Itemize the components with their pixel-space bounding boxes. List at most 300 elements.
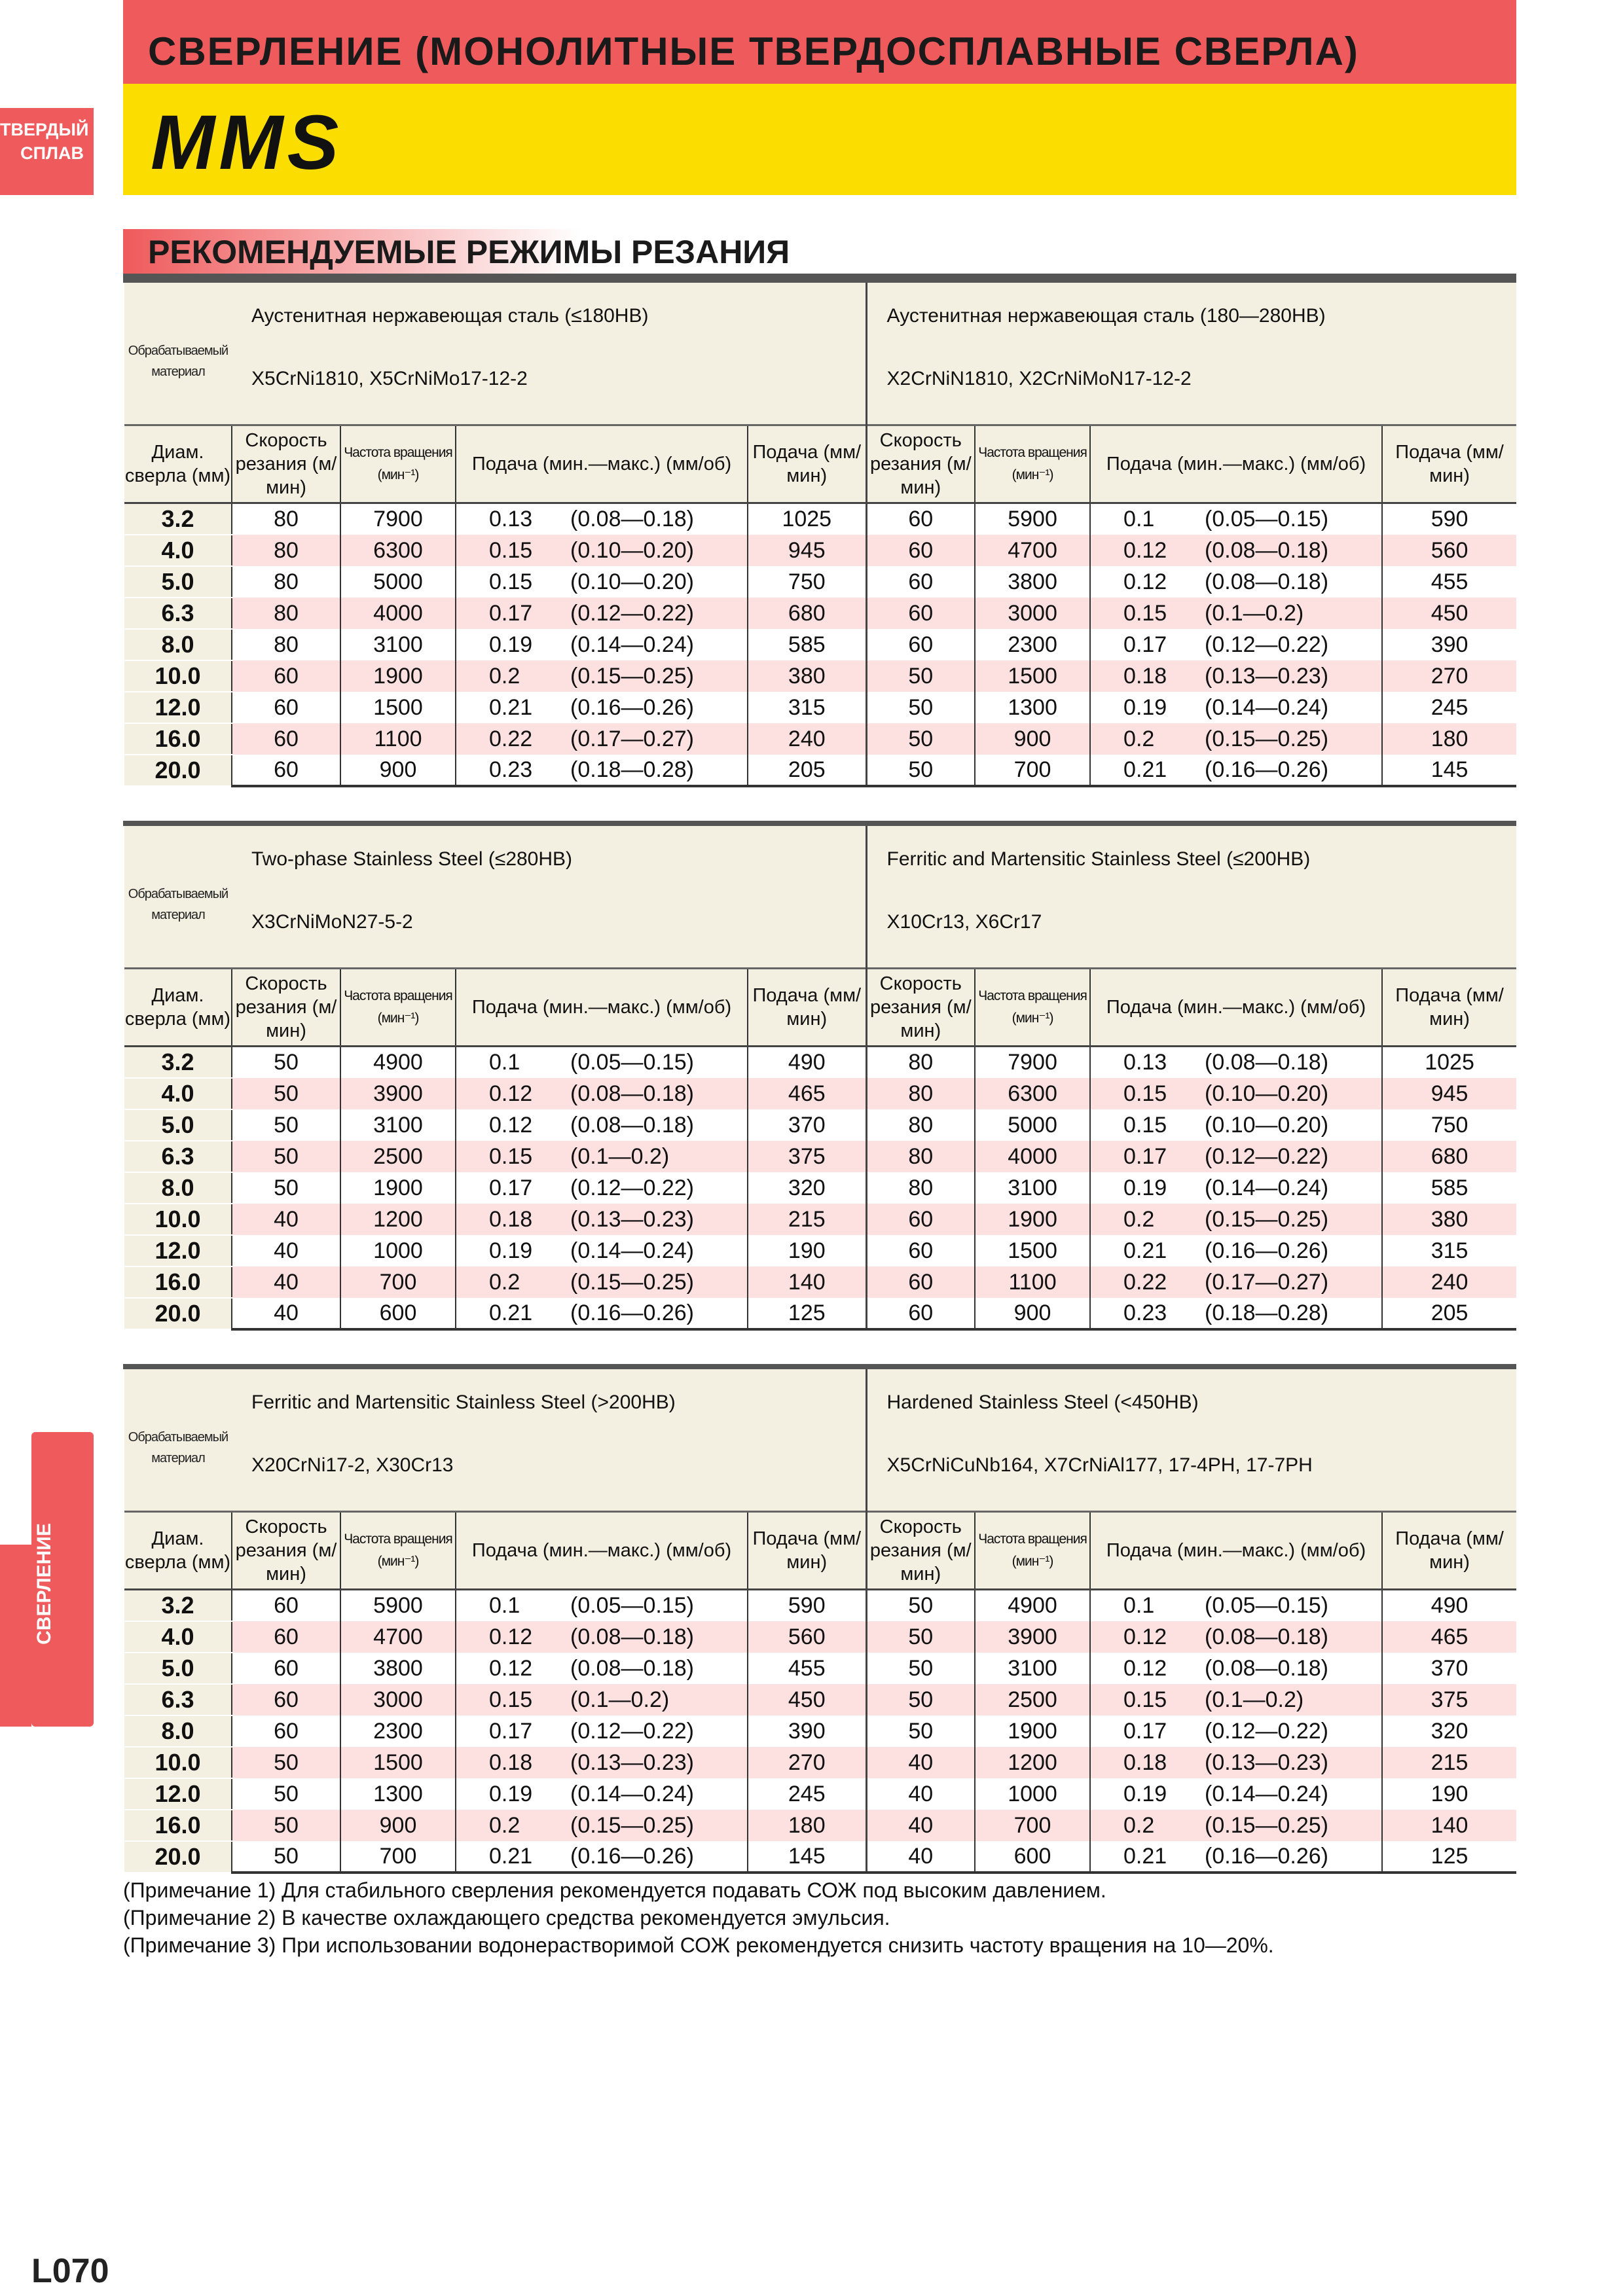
feed-value: 0.1 [489, 1593, 520, 1618]
speed-cell: 50 [866, 1715, 975, 1747]
speed-cell: 80 [866, 1078, 975, 1109]
feed-cell [456, 1266, 748, 1298]
feed-range: (0.10—0.20) [1205, 1112, 1329, 1138]
rpm-cell: 1000 [975, 1778, 1090, 1810]
rpm-cell: 1000 [340, 1235, 456, 1266]
speed-cell: 50 [866, 1590, 975, 1622]
feed-range: (0.16—0.26) [1205, 757, 1329, 782]
material-label-cell [124, 283, 232, 425]
speed-cell: 50 [232, 1047, 340, 1079]
speed-cell: 40 [866, 1747, 975, 1778]
table-row [124, 1621, 1516, 1653]
speed-cell: 60 [232, 1621, 340, 1653]
table-row [124, 723, 1516, 755]
rpm-cell: 6300 [340, 535, 456, 566]
feed-value: 0.19 [489, 1238, 533, 1263]
feed-cell [1090, 598, 1382, 629]
material-left [232, 1369, 866, 1512]
speed-cell: 40 [232, 1204, 340, 1235]
feed-cell [456, 723, 748, 755]
feed-range: (0.05—0.15) [570, 1050, 694, 1075]
speed-cell: 60 [232, 660, 340, 692]
feed-value: 0.12 [1123, 1655, 1167, 1681]
feed-rate-cell: 145 [748, 1841, 866, 1873]
feed-rate-cell: 240 [1382, 1266, 1516, 1298]
feed-range: (0.1—0.2) [570, 1687, 670, 1712]
table-row [124, 1715, 1516, 1747]
material-name: Ferritic and Martensitic Stainless Steel (>200HB) [251, 1391, 676, 1413]
feed-value: 0.15 [1123, 600, 1167, 626]
feed-rate-cell: 215 [748, 1204, 866, 1235]
feed-rate-cell: 125 [1382, 1841, 1516, 1873]
table-row [124, 1109, 1516, 1141]
diameter-cell: 16.0 [124, 1266, 232, 1298]
feed-range: (0.13—0.23) [1205, 663, 1329, 689]
feed-rate-cell: 450 [1382, 598, 1516, 629]
rpm-cell: 3900 [340, 1078, 456, 1109]
cutting-table [124, 1369, 1516, 1874]
diameter-cell: 6.3 [124, 1141, 232, 1172]
feed-rate-cell: 140 [1382, 1810, 1516, 1841]
speed-cell: 50 [232, 1172, 340, 1204]
side-bar-drilling [0, 1545, 31, 1727]
material-right [866, 283, 1516, 425]
feed-value: 0.22 [489, 726, 533, 751]
speed-cell: 50 [232, 1109, 340, 1141]
speed-cell: 50 [866, 1684, 975, 1715]
diameter-cell: 12.0 [124, 1235, 232, 1266]
feed-rate-cell: 205 [1382, 1298, 1516, 1329]
material-grades: X10Cr13, X6Cr17 [886, 911, 1042, 933]
feed-rate-cell: 125 [748, 1298, 866, 1329]
diameter-cell: 5.0 [124, 1653, 232, 1684]
rpm-cell: 3000 [340, 1684, 456, 1715]
material-left [232, 283, 866, 425]
feed-value: 0.2 [1123, 726, 1155, 751]
rpm-cell: 2500 [340, 1141, 456, 1172]
table-row [124, 1778, 1516, 1810]
feed-value: 0.2 [489, 663, 520, 689]
feed-range: (0.13—0.23) [570, 1206, 694, 1232]
rpm-cell: 1900 [975, 1715, 1090, 1747]
feed-value: 0.12 [489, 1624, 533, 1649]
feed-cell [1090, 1266, 1382, 1298]
table-row [124, 598, 1516, 629]
feed-range: (0.14—0.24) [1205, 1781, 1329, 1806]
feed-cell [1090, 1715, 1382, 1747]
material-grades: X3CrNiMoN27-5-2 [251, 911, 413, 933]
feed-value: 0.21 [489, 694, 533, 720]
diameter-cell: 10.0 [124, 1747, 232, 1778]
feed-cell [1090, 1621, 1382, 1653]
feed-range: (0.18—0.28) [570, 757, 694, 782]
feed-cell [1090, 1298, 1382, 1329]
rpm-cell: 4700 [340, 1621, 456, 1653]
table-row [124, 692, 1516, 723]
rpm-cell: 1900 [340, 660, 456, 692]
feed-rate-cell: 375 [748, 1141, 866, 1172]
feed-value: 0.13 [1123, 1050, 1167, 1075]
feed-range: (0.16—0.26) [1205, 1843, 1329, 1869]
feed-rate-cell: 560 [1382, 535, 1516, 566]
feed-range: (0.17—0.27) [570, 726, 694, 751]
feed-range: (0.15—0.25) [570, 663, 694, 689]
feed-cell [456, 1204, 748, 1235]
speed-cell: 80 [232, 629, 340, 660]
rpm-cell: 700 [340, 1841, 456, 1873]
material-right [866, 1369, 1516, 1512]
col-speed: Скорость резания (м/мин) [866, 425, 975, 503]
feed-value: 0.18 [489, 1206, 533, 1232]
feed-value: 0.22 [1123, 1269, 1167, 1295]
feed-rate-cell: 190 [748, 1235, 866, 1266]
brand-logo: MMS [151, 99, 343, 186]
col-rpm: Частота вращения (мин⁻¹) [975, 1512, 1090, 1590]
col-feed: Подача (мин.—макс.) (мм/об) [456, 969, 748, 1047]
feed-rate-cell: 680 [748, 598, 866, 629]
rpm-cell: 1900 [975, 1204, 1090, 1235]
speed-cell: 50 [866, 723, 975, 755]
rpm-cell: 5900 [340, 1590, 456, 1622]
feed-range: (0.16—0.26) [570, 694, 694, 720]
feed-range: (0.16—0.26) [570, 1843, 694, 1869]
feed-cell [456, 1778, 748, 1810]
feed-cell [1090, 1172, 1382, 1204]
speed-cell: 50 [866, 1653, 975, 1684]
feed-rate-cell: 245 [1382, 692, 1516, 723]
feed-rate-cell: 490 [1382, 1590, 1516, 1622]
feed-range: (0.08—0.18) [570, 1655, 694, 1681]
col-feed: Подача (мин.—макс.) (мм/об) [456, 425, 748, 503]
feed-value: 0.12 [489, 1081, 533, 1106]
material-grades: X5CrNiCuNb164, X7CrNiAl177, 17-4PH, 17-7PH [886, 1454, 1313, 1476]
feed-cell [456, 1141, 748, 1172]
feed-cell [456, 1653, 748, 1684]
feed-cell [1090, 755, 1382, 786]
feed-rate-cell: 140 [748, 1266, 866, 1298]
col-feed: Подача (мин.—макс.) (мм/об) [456, 1512, 748, 1590]
table-row [124, 1078, 1516, 1109]
feed-rate-cell: 465 [748, 1078, 866, 1109]
rpm-cell: 1500 [340, 692, 456, 723]
speed-cell: 40 [866, 1778, 975, 1810]
speed-cell: 60 [866, 629, 975, 660]
feed-cell [456, 1715, 748, 1747]
feed-range: (0.10—0.20) [570, 537, 694, 563]
feed-cell [456, 535, 748, 566]
diameter-cell: 8.0 [124, 1172, 232, 1204]
diameter-cell: 10.0 [124, 660, 232, 692]
feed-value: 0.17 [1123, 1718, 1167, 1744]
speed-cell: 60 [866, 1235, 975, 1266]
table-row [124, 1841, 1516, 1873]
feed-value: 0.15 [1123, 1081, 1167, 1106]
col-rpm: Частота вращения (мин⁻¹) [975, 969, 1090, 1047]
table-row [124, 1684, 1516, 1715]
rpm-cell: 900 [340, 755, 456, 786]
feed-value: 0.2 [489, 1812, 520, 1838]
feed-value: 0.17 [489, 1175, 533, 1200]
col-rpm: Частота вращения (мин⁻¹) [340, 1512, 456, 1590]
feed-rate-cell: 190 [1382, 1778, 1516, 1810]
feed-rate-cell: 455 [1382, 566, 1516, 598]
feed-rate-cell: 205 [748, 755, 866, 786]
feed-value: 0.15 [489, 569, 533, 594]
feed-cell [456, 1841, 748, 1873]
feed-range: (0.13—0.23) [570, 1749, 694, 1775]
material-name: Two-phase Stainless Steel (≤280HB) [251, 848, 573, 870]
feed-range: (0.08—0.18) [570, 1081, 694, 1106]
rpm-cell: 600 [975, 1841, 1090, 1873]
table-row [124, 1235, 1516, 1266]
table-row [124, 1653, 1516, 1684]
col-speed: Скорость резания (м/мин) [866, 969, 975, 1047]
feed-range: (0.12—0.22) [1205, 632, 1329, 657]
rpm-cell: 3800 [340, 1653, 456, 1684]
rpm-cell: 700 [340, 1266, 456, 1298]
table-row [124, 1266, 1516, 1298]
feed-value: 0.17 [1123, 632, 1167, 657]
rpm-cell: 2300 [340, 1715, 456, 1747]
feed-range: (0.10—0.20) [1205, 1081, 1329, 1106]
feed-range: (0.1—0.2) [1205, 1687, 1304, 1712]
feed-rate-cell: 750 [748, 566, 866, 598]
feed-cell [1090, 1078, 1382, 1109]
col-rpm: Частота вращения (мин⁻¹) [975, 425, 1090, 503]
feed-rate-cell: 1025 [748, 503, 866, 535]
feed-cell [456, 1172, 748, 1204]
feed-rate-cell: 585 [748, 629, 866, 660]
feed-cell [456, 629, 748, 660]
col-rpm: Частота вращения (мин⁻¹) [340, 969, 456, 1047]
feed-range: (0.14—0.24) [570, 1238, 694, 1263]
rpm-cell: 4000 [340, 598, 456, 629]
feed-cell [456, 1590, 748, 1622]
diameter-cell: 8.0 [124, 629, 232, 660]
feed-cell [456, 660, 748, 692]
rpm-cell: 5900 [975, 503, 1090, 535]
feed-rate-cell: 320 [748, 1172, 866, 1204]
material-grades: X20CrNi17-2, X30Cr13 [251, 1454, 454, 1476]
speed-cell: 60 [232, 692, 340, 723]
feed-cell [456, 1810, 748, 1841]
col-speed: Скорость резания (м/мин) [232, 1512, 340, 1590]
feed-cell [1090, 1684, 1382, 1715]
speed-cell: 80 [866, 1047, 975, 1079]
material-label-cell [124, 826, 232, 969]
feed-cell [1090, 1841, 1382, 1873]
rpm-cell: 5000 [975, 1109, 1090, 1141]
feed-value: 0.18 [489, 1749, 533, 1775]
feed-value: 0.2 [1123, 1206, 1155, 1232]
feed-rate-cell: 215 [1382, 1747, 1516, 1778]
feed-rate-cell: 315 [748, 692, 866, 723]
rpm-cell: 700 [975, 1810, 1090, 1841]
feed-range: (0.05—0.15) [1205, 1593, 1329, 1618]
rpm-cell: 4700 [975, 535, 1090, 566]
feed-cell [1090, 723, 1382, 755]
table-row [124, 503, 1516, 535]
rpm-cell: 900 [340, 1810, 456, 1841]
speed-cell: 80 [232, 598, 340, 629]
feed-cell [1090, 1109, 1382, 1141]
rpm-cell: 7900 [340, 503, 456, 535]
rpm-cell: 700 [975, 755, 1090, 786]
side-tab-drilling-label: СВЕРЛЕНИЕ [33, 1523, 55, 1645]
feed-value: 0.19 [1123, 1781, 1167, 1806]
side-tab-carbide-label: ТВЕРДЫЙ СПЛАВ [0, 120, 89, 163]
feed-value: 0.19 [1123, 694, 1167, 720]
feed-rate-cell: 315 [1382, 1235, 1516, 1266]
feed-range: (0.13—0.23) [1205, 1749, 1329, 1775]
col-diameter: Диам. сверла (мм) [124, 1512, 232, 1590]
diameter-cell: 4.0 [124, 1078, 232, 1109]
feed-range: (0.08—0.18) [570, 1624, 694, 1649]
feed-value: 0.23 [489, 757, 533, 782]
table-row [124, 755, 1516, 786]
feed-rate-cell: 270 [1382, 660, 1516, 692]
material-label: Обрабатываемый материал [128, 887, 228, 922]
feed-value: 0.13 [489, 507, 533, 531]
feed-value: 0.15 [1123, 1112, 1167, 1138]
feed-range: (0.15—0.25) [1205, 1206, 1329, 1232]
feed-rate-cell: 375 [1382, 1684, 1516, 1715]
col-speed: Скорость резания (м/мин) [866, 1512, 975, 1590]
feed-value: 0.12 [489, 1655, 533, 1681]
speed-cell: 60 [232, 723, 340, 755]
material-left [232, 826, 866, 969]
diameter-cell: 3.2 [124, 1047, 232, 1079]
feed-rate-cell: 240 [748, 723, 866, 755]
page-number: L070 [31, 2252, 109, 2290]
rpm-cell: 1900 [340, 1172, 456, 1204]
feed-value: 0.12 [1123, 1624, 1167, 1649]
feed-rate-cell: 370 [748, 1109, 866, 1141]
feed-value: 0.19 [1123, 1175, 1167, 1200]
rpm-cell: 1300 [340, 1778, 456, 1810]
speed-cell: 40 [866, 1841, 975, 1873]
speed-cell: 80 [232, 566, 340, 598]
feed-value: 0.12 [489, 1112, 533, 1138]
feed-cell [1090, 1810, 1382, 1841]
diameter-cell: 4.0 [124, 535, 232, 566]
feed-value: 0.15 [1123, 1687, 1167, 1712]
feed-range: (0.15—0.25) [1205, 726, 1329, 751]
feed-value: 0.21 [1123, 757, 1167, 782]
feed-cell [1090, 692, 1382, 723]
feed-rate-cell: 455 [748, 1653, 866, 1684]
note-1: (Примечание 1) Для стабильного сверления рекомендуется подавать СОЖ под высоким давлением. [123, 1878, 1106, 1902]
speed-cell: 50 [866, 692, 975, 723]
rpm-cell: 3100 [340, 629, 456, 660]
feed-rate-cell: 180 [1382, 723, 1516, 755]
material-grades: X2CrNiN1810, X2CrNiMoN17-12-2 [886, 368, 1192, 389]
table-top-rule [123, 821, 1516, 826]
feed-value: 0.21 [489, 1300, 533, 1325]
feed-cell [456, 755, 748, 786]
table-row [124, 1747, 1516, 1778]
speed-cell: 80 [232, 503, 340, 535]
rpm-cell: 1200 [340, 1204, 456, 1235]
feed-cell [1090, 1778, 1382, 1810]
feed-value: 0.21 [489, 1843, 533, 1869]
speed-cell: 50 [232, 1778, 340, 1810]
material-name: Ferritic and Martensitic Stainless Steel (≤200HB) [886, 848, 1311, 870]
feed-rate-cell: 145 [1382, 755, 1516, 786]
feed-rate-cell: 490 [748, 1047, 866, 1079]
feed-cell [1090, 1653, 1382, 1684]
rpm-cell: 1100 [975, 1266, 1090, 1298]
diameter-cell: 6.3 [124, 1684, 232, 1715]
table-row [124, 660, 1516, 692]
diameter-cell: 20.0 [124, 1298, 232, 1329]
speed-cell: 80 [866, 1172, 975, 1204]
feed-rate-cell: 380 [748, 660, 866, 692]
feed-range: (0.08—0.18) [570, 507, 694, 531]
speed-cell: 60 [866, 503, 975, 535]
note-2: (Примечание 2) В качестве охлаждающего средства рекомендуется эмульсия. [123, 1906, 890, 1929]
speed-cell: 60 [232, 1590, 340, 1622]
table-row [124, 1047, 1516, 1079]
rpm-cell: 6300 [975, 1078, 1090, 1109]
rpm-cell: 900 [975, 1298, 1090, 1329]
rpm-cell: 2300 [975, 629, 1090, 660]
speed-cell: 50 [866, 755, 975, 786]
speed-cell: 50 [232, 1841, 340, 1873]
feed-cell [456, 598, 748, 629]
feed-rate-cell: 465 [1382, 1621, 1516, 1653]
feed-value: 0.2 [1123, 1812, 1155, 1838]
material-label-cell [124, 1369, 232, 1512]
feed-value: 0.23 [1123, 1300, 1167, 1325]
feed-cell [1090, 503, 1382, 535]
col-diameter: Диам. сверла (мм) [124, 969, 232, 1047]
feed-range: (0.08—0.18) [1205, 569, 1329, 594]
feed-range: (0.12—0.22) [570, 600, 694, 626]
feed-range: (0.05—0.15) [1205, 507, 1329, 531]
feed-rate-cell: 180 [748, 1810, 866, 1841]
diameter-cell: 4.0 [124, 1621, 232, 1653]
feed-cell [456, 1047, 748, 1079]
feed-range: (0.14—0.24) [570, 1781, 694, 1806]
feed-cell [1090, 1047, 1382, 1079]
feed-range: (0.15—0.25) [1205, 1812, 1329, 1838]
diameter-cell: 16.0 [124, 723, 232, 755]
feed-cell [456, 1298, 748, 1329]
feed-range: (0.14—0.24) [1205, 694, 1329, 720]
feed-range: (0.16—0.26) [570, 1300, 694, 1325]
speed-cell: 50 [232, 1747, 340, 1778]
material-name: Аустенитная нержавеющая сталь (≤180HB) [251, 305, 649, 327]
feed-value: 0.21 [1123, 1238, 1167, 1263]
speed-cell: 50 [232, 1078, 340, 1109]
speed-cell: 60 [866, 1204, 975, 1235]
feed-cell [456, 692, 748, 723]
rpm-cell: 1300 [975, 692, 1090, 723]
diameter-cell: 10.0 [124, 1204, 232, 1235]
col-feed-rate: Подача (мм/мин) [1382, 1512, 1516, 1590]
col-rpm: Частота вращения (мин⁻¹) [340, 425, 456, 503]
table-row [124, 1590, 1516, 1622]
speed-cell: 40 [232, 1266, 340, 1298]
material-label: Обрабатываемый материал [128, 1430, 228, 1465]
feed-range: (0.12—0.22) [1205, 1143, 1329, 1169]
feed-range: (0.15—0.25) [570, 1812, 694, 1838]
col-feed-rate: Подача (мм/мин) [748, 425, 866, 503]
material-name: Hardened Stainless Steel (<450HB) [886, 1391, 1199, 1413]
feed-cell [1090, 1590, 1382, 1622]
feed-cell [456, 1109, 748, 1141]
